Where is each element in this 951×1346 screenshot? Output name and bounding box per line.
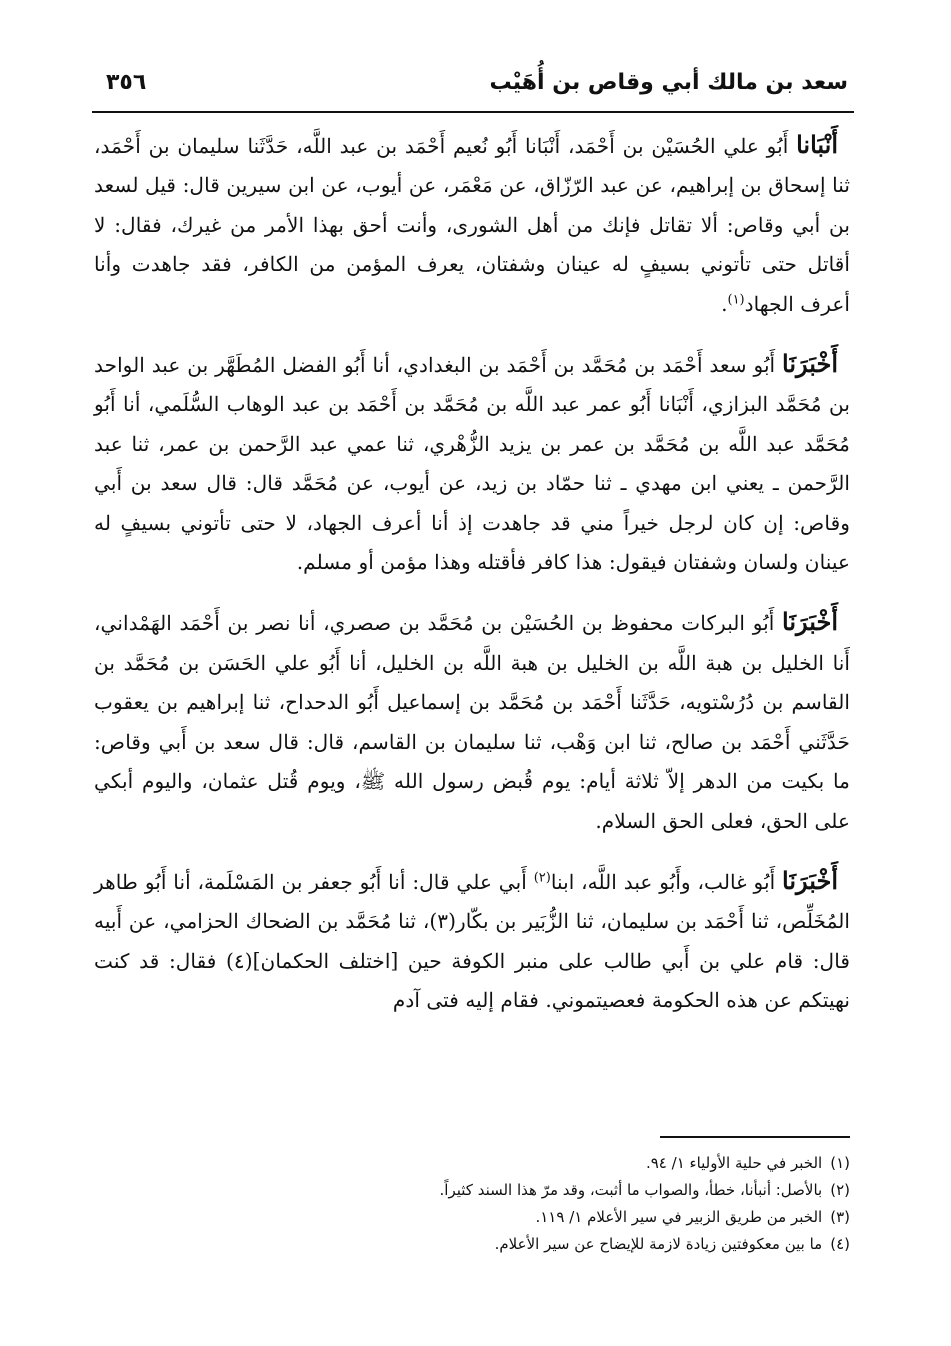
paragraph-4	[94, 861, 850, 1021]
footnote-item	[330, 1150, 850, 1177]
header-rule	[92, 111, 854, 113]
footnote-item	[330, 1177, 850, 1204]
paragraph-text: أَبُو البركات محفوظ بن الحُسَيْن بن مُحَمَّد بن صصري، أنا نصر بن أَحْمَد الهَمْداني، أَنا الخليل بن هبة اللَّه بن الخليل بن هبة اللَّه بن الخليل، أنا أَبُو علي الحَسَن بن مُحَمَّد بن القاسم بن دُرُسْتويه، حَدَّثَنا أَحْمَد بن مُحَمَّد بن إسماعيل أَبُو الدحداح، ثنا إبراهيم بن يعقوب حَدَّثَني أَحْمَد بن صالح، ثنا ابن وَهْب، ثنا سليمان بن القاسم، قال: قال سعد بن أَبي وقاص: ما بكيت من الدهر إلاّ ثلاثة أيام: يوم قُبض رسول الله ﷺ، ويوم قُتل عثمان، واليوم أبكي على الحق، فعلى الحق السلام.	[94, 611, 850, 833]
footnotes	[330, 1150, 850, 1258]
paragraph-tail: .	[721, 291, 728, 316]
footnote-item	[330, 1231, 850, 1258]
footnote-text: بالأصل: أنبأنا، خطأ، والصواب ما أثبت، وقد مرّ هذا السند كثيراً.	[439, 1181, 823, 1199]
paragraph-lead: أَخْبَرَنَا	[782, 607, 838, 637]
footnote-number: (٣)	[830, 1208, 850, 1226]
footnote-rule	[660, 1136, 850, 1138]
page-number: ٣٥٦	[106, 70, 147, 95]
paragraph-tail: أَبي علي قال: أنا أَبُو جعفر بن المَسْلَمة، أنا أَبُو طاهر المُخَلِّص، ثنا أَحْمَد بن سليمان، ثنا الزُّبَير بن بكّار(٣)، ثنا مُحَمَّد بن الضحاك الحزامي، عن أَبيه قال: قام علي بن أَبي طالب على منبر الكوفة حين [اختلف الحكمان](٤) فقال: قد كنت نهيتكم عن هذه الحكومة فعصيتموني. فقام إليه فتى آدم	[94, 869, 850, 1013]
paragraph-text: أَبُو غالب، وأَبُو عبد اللَّه، ابنا	[550, 869, 783, 894]
paragraph-lead: أَنْبَانا	[796, 130, 838, 159]
paragraph-3	[94, 602, 850, 840]
paragraph-lead: أَخْبَرَنَا	[782, 349, 838, 379]
running-header	[92, 58, 852, 106]
footnote-ref: (١)	[727, 291, 745, 307]
paragraph-1	[94, 125, 850, 324]
footnote-item	[330, 1204, 850, 1231]
body-text	[94, 125, 850, 1041]
footnote-number: (٤)	[830, 1235, 850, 1253]
paragraph-2	[94, 344, 850, 582]
footnote-text: ما بين معكوفتين زيادة لازمة للإيضاح عن سير الأعلام.	[494, 1235, 823, 1253]
paragraph-text: أَبُو سعد أَحْمَد بن مُحَمَّد بن أَحْمَد بن البغدادي، أنا أَبُو الفضل المُطَهَّر بن عبد الواحد بن مُحَمَّد البزازي، أَنْبَانا أَبُو عمر عبد اللَّه بن مُحَمَّد بن أَحْمَد بن عبد الوهاب السُّلَمي، أنا أَبُو مُحَمَّد عبد اللَّه بن مُحَمَّد بن عمر بن يزيد الزُّهْري، ثنا عمي عبد الرَّحمن بن عمر، ثنا عبد الرَّحمن ـ يعني ابن مهدي ـ ثنا حمّاد بن زيد، عن أيوب، عن مُحَمَّد قال: قال سعد بن أَبي وقاص: إن كان لرجل خيراً مني قد جاهدت إذ أنا أعرف الجهاد، لا حتى تأتوني بسيفٍ له عينان ولسان وشفتان فيقول: هذا كافر فأقتله وهذا مؤمن أو مسلم.	[94, 353, 850, 575]
header-title: سعد بن مالك أبي وقاص بن أُهَيْب	[489, 70, 848, 95]
paragraph-text: أَبُو علي الحُسَيْن بن أَحْمَد، أَنْبَانا أَبُو نُعيم أَحْمَد بن عبد اللَّه، حَدَّثَنا سليمان بن أَحْمَد، ثنا إسحاق بن إبراهيم، عن عبد الرّزّاق، عن مَعْمَر، عن أيوب، عن ابن سيرين قال: قيل لسعد بن أبي وقاص: ألا تقاتل فإنك من أهل الشورى، وأنت أحق بهذا الأمر من غيرك، فقال: لا أقاتل حتى تأتوني بسيفٍ له عينان وشفتان، يعرف المؤمن من الكافر، فقد جاهدت وأنا أعرف الجهاد	[94, 134, 850, 316]
paragraph-lead: أَخْبَرَنَا	[782, 865, 838, 895]
footnote-text: الخبر في حلية الأولياء ١/ ٩٤.	[645, 1154, 823, 1172]
footnote-number: (١)	[830, 1154, 850, 1172]
footnote-ref: (٢)	[533, 870, 551, 886]
footnote-number: (٢)	[830, 1181, 850, 1199]
footnote-text: الخبر من طريق الزبير في سير الأعلام ١/ ١١٩.	[535, 1208, 823, 1226]
